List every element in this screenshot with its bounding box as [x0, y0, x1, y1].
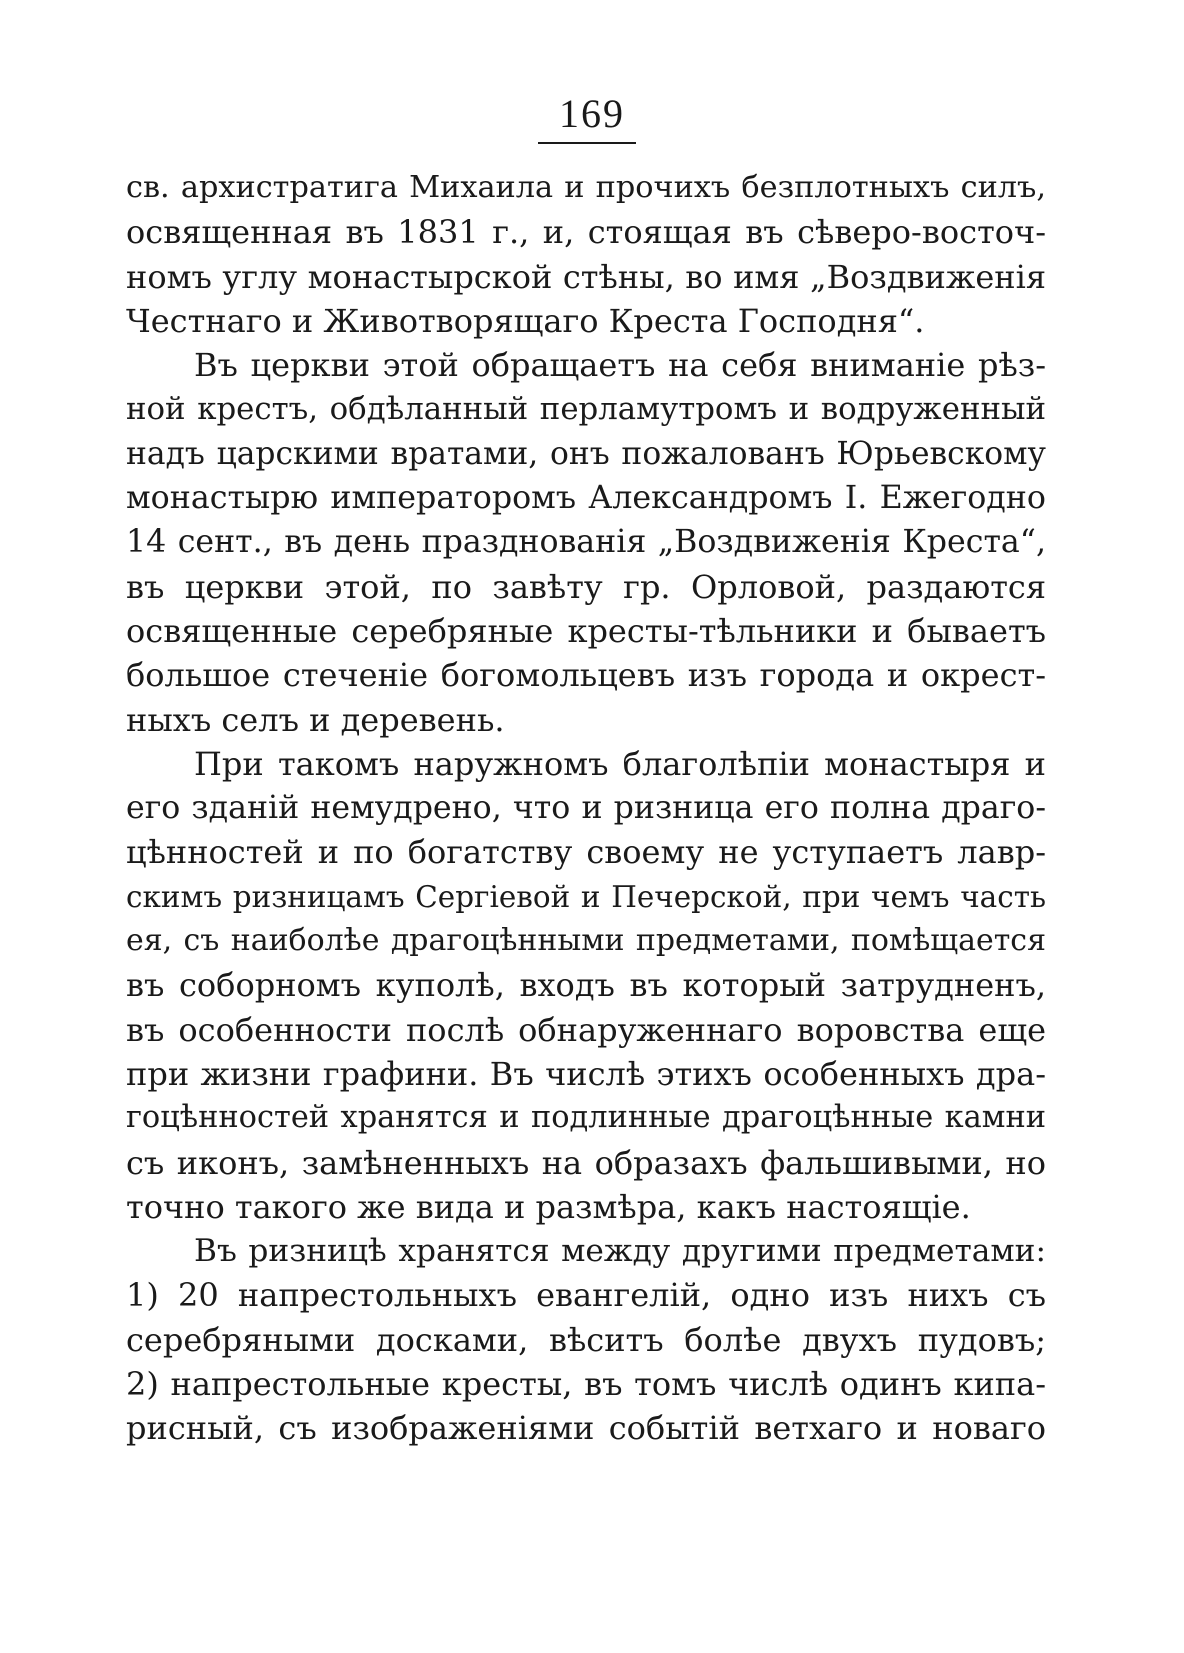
text-line: номъ углу монастырской стѣны, во имя „Воздвиженія	[126, 257, 1046, 296]
body-text	[126, 166, 1046, 1451]
text-line: его зданій немудрено, что и ризница его полна драго-	[126, 790, 1046, 827]
text-line: надъ царскими вратами, онъ пожалованъ Юрьевскому	[126, 435, 1046, 472]
text-line: 14 сент., въ день празднованія „Воздвиженія Креста“,	[126, 524, 1046, 561]
text-line: большое стеченіе богомольцевъ изъ города и окрест-	[126, 656, 1046, 695]
text-line: 2) напрестольные кресты, въ томъ числѣ одинъ кипа-	[126, 1365, 1046, 1404]
text-line: рисный, съ изображеніями событій ветхаго и новаго	[126, 1409, 1046, 1448]
text-line: св. архистратига Михаила и прочихъ безплотныхъ силъ,	[126, 170, 1046, 205]
text-line: 1) 20 напрестольныхъ евангелій, одно изъ нихъ съ	[126, 1276, 1046, 1315]
text-line: серебряными досками, вѣситъ болѣе двухъ пудовъ;	[126, 1320, 1046, 1359]
text-line: ной крестъ, обдѣланный перламутромъ и водруженный	[126, 391, 1046, 428]
text-line: Въ ризницѣ хранятся между другими предметами:	[194, 1233, 1046, 1270]
page-number-rule	[538, 142, 636, 144]
text-line: Честнаго и Животворящаго Креста Господня“.	[126, 301, 925, 340]
text-line: цѣнностей и по богатству своему не уступаетъ лавр-	[126, 833, 1046, 872]
text-line: точно такого же вида и размѣра, какъ настоящіе.	[126, 1187, 971, 1226]
page-number: 169	[559, 91, 625, 136]
text-line: съ иконъ, замѣненныхъ на образахъ фальшивыми, но	[126, 1143, 1046, 1182]
text-line: ныхъ селъ и деревень.	[126, 700, 505, 739]
text-line: освященные серебряные кресты-тѣльники и бываетъ	[126, 611, 1046, 650]
text-line: При такомъ наружномъ благолѣпіи монастыря и	[194, 744, 1046, 783]
text-line: монастырю императоромъ Александромъ I. Ежегодно	[126, 480, 1046, 517]
text-line: ея, съ наиболѣе драгоцѣнными предметами, помѣщается	[126, 923, 1046, 959]
text-line: при жизни графини. Въ числѣ этихъ особенныхъ дра-	[126, 1054, 1046, 1093]
text-line: Въ церкви этой обращаетъ на себя вниманіе рѣз-	[194, 346, 1046, 385]
text-line: гоцѣнностей хранятся и подлинные драгоцѣнные камни	[126, 1100, 1046, 1136]
text-line: скимъ ризницамъ Сергіевой и Печерской, при чемъ часть	[126, 879, 1046, 914]
text-line: освященная въ 1831 г., и, стоящая въ сѣверо-восточ-	[126, 213, 1046, 252]
text-line: въ соборномъ куполѣ, входъ въ который затрудненъ,	[126, 966, 1046, 1005]
text-line: въ особенности послѣ обнаруженнаго воровства еще	[126, 1010, 1046, 1049]
text-line: въ церкви этой, по завѣту гр. Орловой, раздаются	[126, 567, 1046, 606]
